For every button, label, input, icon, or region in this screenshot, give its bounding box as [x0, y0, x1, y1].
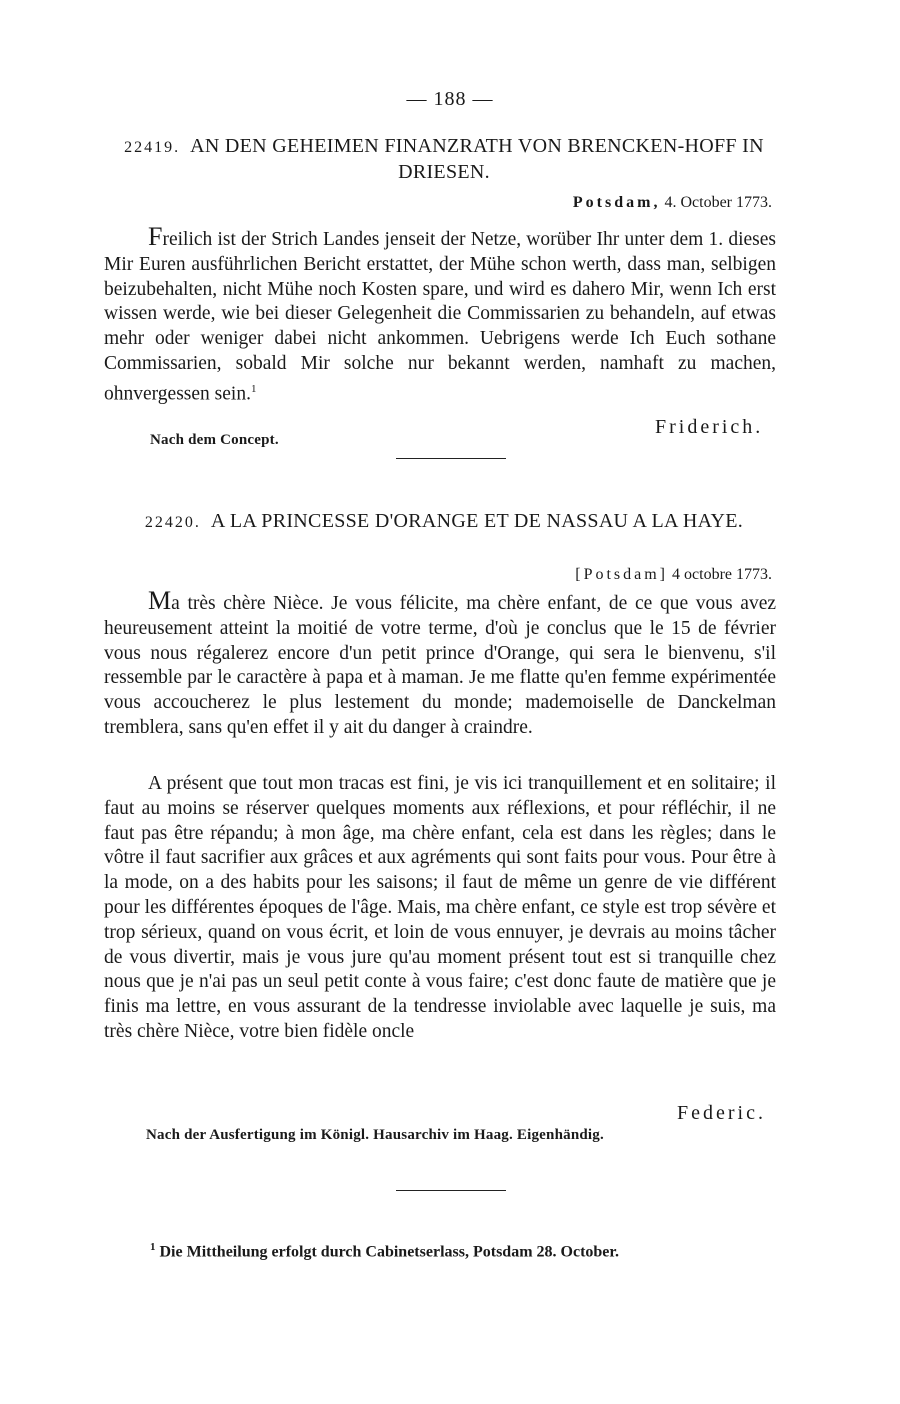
footnote-marker: 1: [250, 382, 257, 395]
footnote: [150, 1241, 619, 1261]
letter-1-heading: [104, 134, 784, 185]
letter-1-dateline: [573, 194, 772, 212]
letter-2-title: A LA PRINCESSE D'ORANGE ET DE NASSAU A LA HAYE.: [210, 510, 744, 532]
footnote-text: Die Mittheilung erfolgt durch Cabinetserlass, Potsdam 28. October.: [159, 1243, 620, 1261]
page-number: — 188 —: [406, 88, 494, 110]
letter-2-number: 22420.: [144, 514, 201, 531]
letter-1-source: Nach dem Concept.: [150, 432, 279, 448]
letter-2-heading: [104, 509, 784, 535]
letter-1-signature: Friderich.: [655, 416, 764, 438]
letter-2-signature: Federic.: [677, 1102, 766, 1124]
letter-1-text: reilich ist der Strich Landes jenseit der Netze, worüber Ihr unter dem 1. dieses Mir Euren ausführlichen Bericht erstattet, der Mühe schon werth, dass man, selbigen beizubehalten, nicht Mühe noch Kosten spare, und wird es dahero Mir, wenn Ich erst wissen werde, wie bei dieser Gelegenheit die Commissarien zu behandeln, auf etwas mehr oder weniger dabei nicht ankommen. Uebrigens werde Ich Euch sothane Commissarien, sobald Mir solche nur bekannt werden, namhaft zu machen, ohnvergessen sein.: [104, 229, 776, 405]
letter-1-body: [104, 222, 776, 407]
letter-1-title: AN DEN GEHEIMEN FINANZRATH VON BRENCKEN-HOFF IN DRIESEN.: [190, 135, 764, 183]
letter-2-p1-text: a très chère Nièce. Je vous félicite, ma chère enfant, de ce que vous avez heureusement atteint la moitié de votre terme, d'où je conclus que le 15 de février vous nous régalerez encore d'un petit prince d'Orange, qui sera le bienvenu, s'il ressemble par le caractère à papa et à maman. Je me flatte qu'en femme expérimentée vous accoucherez le plus lestement du monde; mademoiselle de Danckelman tremblera, sans qu'en effet il y ait du danger à craindre.: [104, 593, 776, 738]
letter-2-dateline: [575, 566, 772, 584]
letter-2-paragraph-1: [104, 586, 776, 741]
letter-2-paragraph-2: [104, 772, 776, 1045]
letter-2-initial: M: [148, 586, 172, 615]
letter-1-place: Potsdam,: [572, 194, 661, 211]
letter-2-date: 4 octobre 1773.: [672, 566, 772, 583]
letter-2-place: [Potsdam]: [575, 566, 669, 583]
letter-2-p2-text: A présent que tout mon tracas est fini, je vis ici tranquillement et en solitaire; il faut au moins se réserver quelques moments aux réflexions, et pour réfléchir, il ne faut pas être répandu; à mon âge, ma chère enfant, cela est dans les règles; dans le vôtre il faut sacrifier aux grâces et aux agréments qui sont faits pour vous. Pour être à la mode, on a des habits pour les saisons; il faut de même un genre de vie différent pour les différentes époques de l'âge. Mais, ma chère enfant, ce style est trop sévère et trop sérieux, quand on vous écrit, et loin de vous ennuyer, je devrais au moins tâcher de vous divertir, mais je vous jure qu'au moment présent tout est si tranquille chez nous que je n'ai pas un seul petit conte à vous faire; c'est donc faute de matière que je finis ma lettre, en vous assurant de la tendresse inviolable avec laquelle je suis, ma très chère Nièce, votre bien fidèle oncle: [104, 773, 776, 1042]
letter-2-source: Nach der Ausfertigung im Königl. Hausarchiv im Haag. Eigenhändig.: [146, 1127, 604, 1143]
letter-1-date: 4. October 1773.: [664, 194, 772, 211]
letter-1-initial: F: [148, 222, 163, 251]
footnote-number: 1: [150, 1241, 156, 1253]
footnote-divider: [396, 1190, 506, 1191]
section-divider: [396, 458, 506, 459]
letter-1-number: 22419.: [124, 139, 181, 156]
